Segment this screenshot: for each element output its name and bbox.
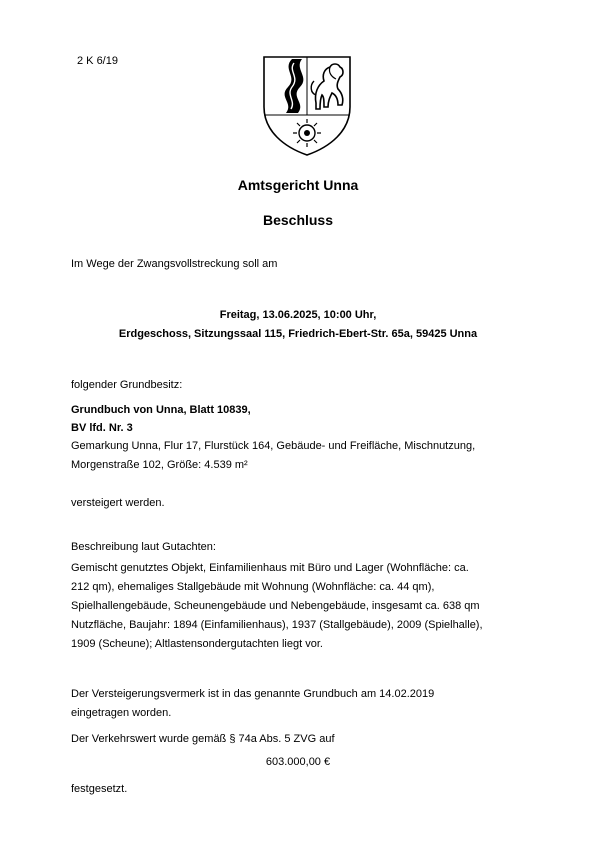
property-line: Gemarkung Unna, Flur 17, Flurstück 164, Gebäude- und Freifläche, Mischnutzung, <box>71 440 476 452</box>
description-line: Spielhallengebäude, Scheunengebäude und Nebengebäude, insgesamt ca. 638 qm <box>71 600 480 612</box>
decision-title: Beschluss <box>262 212 334 228</box>
description-line: 1909 (Scheune); Altlastensondergutachten liegt vor. <box>71 638 323 650</box>
case-number: 2 K 6/19 <box>77 55 118 67</box>
description-line: Nutzfläche, Baujahr: 1894 (Einfamilienhaus), 1937 (Stallgebäude), 2009 (Spielhalle), <box>71 619 483 631</box>
description-line: 212 qm), ehemaliges Stallgebäude mit Wohnung (Wohnfläche: ca. 44 qm), <box>71 581 435 593</box>
appointment-date-time: Freitag, 13.06.2025, 10:00 Uhr, <box>219 309 377 321</box>
inventory-number: BV lfd. Nr. 3 <box>71 422 133 434</box>
nrw-coat-of-arms-icon <box>258 49 356 157</box>
land-register: Grundbuch von Unna, Blatt 10839, <box>71 404 251 416</box>
registration-line: Der Versteigerungsvermerk ist in das genannte Grundbuch am 14.02.2019 <box>71 688 435 700</box>
property-line: Morgenstraße 102, Größe: 4.539 m² <box>71 459 248 471</box>
court-name: Amtsgericht Unna <box>237 177 359 193</box>
property-heading: folgender Grundbesitz: <box>71 379 183 391</box>
description-heading: Beschreibung laut Gutachten: <box>71 541 216 553</box>
auction-note: versteigert werden. <box>71 497 165 509</box>
valuation-amount: 603.000,00 € <box>265 756 331 768</box>
registration-line: eingetragen worden. <box>71 707 172 719</box>
valuation-closing: festgesetzt. <box>71 783 128 795</box>
valuation-text: Der Verkehrswert wurde gemäß § 74a Abs. 5 ZVG auf <box>71 733 335 745</box>
description-line: Gemischt genutztes Objekt, Einfamilienhaus mit Büro und Lager (Wohnfläche: ca. <box>71 562 469 574</box>
intro-text: Im Wege der Zwangsvollstreckung soll am <box>71 258 278 270</box>
appointment-location: Erdgeschoss, Sitzungssaal 115, Friedrich-Ebert-Str. 65a, 59425 Unna <box>118 328 478 340</box>
